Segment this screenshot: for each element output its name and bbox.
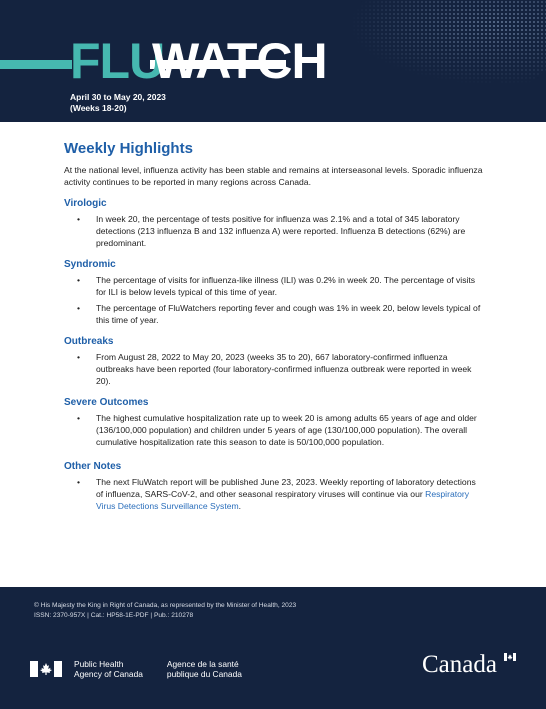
copyright-block: [34, 601, 296, 621]
agency-name-english: Public Health Agency of Canada: [74, 659, 143, 679]
canada-flag-icon: [30, 661, 62, 677]
bullet-icon: •: [77, 413, 81, 423]
syndromic-list: [64, 274, 484, 326]
bullet-icon: •: [77, 303, 81, 313]
section-title-other-notes: Other Notes: [64, 461, 122, 472]
week-range: (Weeks 18-20): [70, 103, 127, 113]
intro-paragraph: At the national level, influenza activity has been stable and remains at interseasonal levels. Sporadic influenza activity continues to be reported in many regions across Canada.: [64, 165, 483, 187]
fluwatch-logo: [0, 33, 327, 89]
report-body: [64, 140, 484, 516]
bullet-icon: •: [77, 214, 81, 224]
publication-ids: ISSN: 2370-957X | Cat.: HP58-1E-PDF | Pub.: 210278: [34, 612, 194, 619]
logo-flu-text: FLU: [70, 33, 165, 89]
section-title-virologic: Virologic: [64, 198, 107, 209]
bullet-icon: •: [77, 275, 81, 285]
section-title-severe-outcomes: Severe Outcomes: [64, 397, 149, 408]
report-footer: [0, 587, 546, 709]
list-item: • The next FluWatch report will be published June 23, 2023. Weekly reporting of laboratory detections of influenza, SARS-CoV-2, and other seasonal respiratory viruses will continue via our Respiratory Virus Detections Surveillance System.: [77, 477, 476, 511]
bullet-icon: •: [77, 352, 81, 362]
list-item: • From August 28, 2022 to May 20, 2023 (weeks 35 to 20), 667 laboratory-confirmed influenza outbreaks have been reported (four laboratory-confirmed influenza outbreak were reported in week 20).: [77, 352, 472, 386]
logo-watch-text: WATCH: [152, 33, 327, 89]
section-title-outbreaks: Outbreaks: [64, 336, 114, 347]
virologic-list: [64, 213, 484, 249]
list-item: • The percentage of visits for influenza-like illness (ILI) was 0.2% in week 20. The percentage of visits for ILI is below levels typical of this time of year.: [77, 275, 476, 297]
canada-wordmark: Canada: [422, 651, 497, 679]
report-period: [70, 92, 166, 114]
severe-outcomes-list: [64, 412, 484, 448]
surveillance-system-link[interactable]: Respiratory Virus Detections Surveillance System: [96, 489, 470, 511]
agency-name-french: Agence de la santé publique du Canada: [166, 659, 242, 679]
list-item: • The percentage of FluWatchers reporting fever and cough was 1% in week 20, below levels typical of this time of year.: [77, 303, 481, 325]
other-notes-list: [64, 476, 484, 512]
list-item: • In week 20, the percentage of tests positive for influenza was 2.1% and a total of 345 laboratory detections (213 influenza B and 132 influenza A) were reported. Influenza B detections (62%) are predominant.: [77, 214, 466, 248]
copyright-text: © His Majesty the King in Right of Canada, as represented by the Minister of Health, 2023: [34, 602, 297, 609]
logo-teal-bar: [0, 60, 72, 69]
wordmark-flag-icon: [504, 653, 516, 661]
report-header: [0, 0, 546, 122]
list-item: • The highest cumulative hospitalization rate up to week 20 is among adults 65 years of age and older (136/100,000 population) and children under 5 years of age (130/100,000 population). The overall cumulative hospitalization rate this season to date is 50/100,000 population.: [77, 413, 477, 447]
bullet-icon: •: [77, 477, 81, 487]
date-range: April 30 to May 20, 2023: [70, 92, 166, 102]
page-title: Weekly Highlights: [64, 140, 193, 157]
outbreaks-list: [64, 351, 484, 387]
agency-signature: [30, 659, 242, 679]
section-title-syndromic: Syndromic: [64, 259, 116, 270]
